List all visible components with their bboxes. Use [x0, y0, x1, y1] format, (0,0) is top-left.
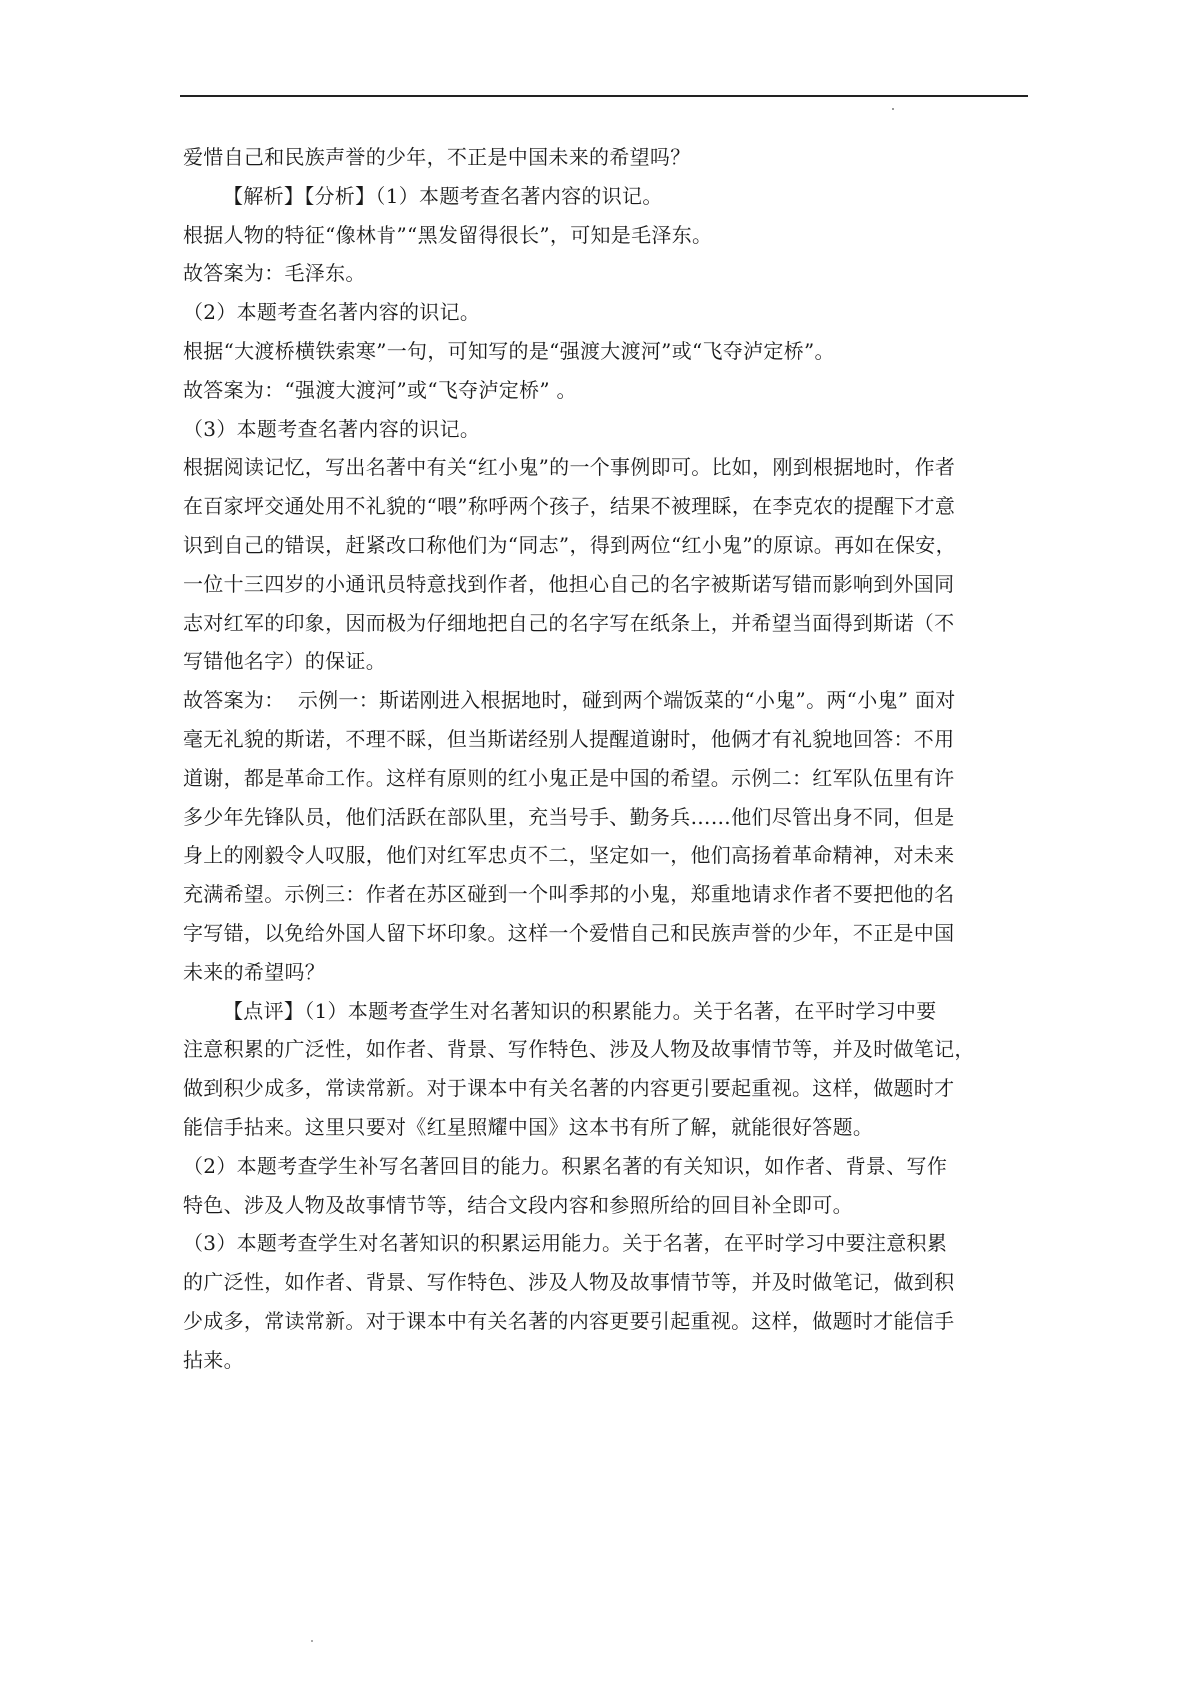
paragraph-analysis-3-answer	[183, 681, 1028, 991]
text-line: 故答案为： 示例一：斯诺刚进入根据地时，碰到两个端饭菜的“小鬼”。两“小鬼” 面对	[183, 688, 956, 713]
text-line: 的广泛性，如作者、背景、写作特色、涉及人物及故事情节等，并及时做笔记，做到积	[183, 1270, 955, 1295]
text-line: 【解析】【分析】（1）本题考查名著内容的识记。	[223, 183, 663, 208]
text-line: 多少年先锋队员，他们活跃在部队里，充当号手、勤务兵……他们尽管出身不同，但是	[183, 804, 955, 829]
paragraph-analysis-1-answer	[183, 254, 1028, 293]
header-rule	[180, 95, 1028, 97]
text-line: （3）本题考查名著内容的识记。	[183, 416, 481, 441]
text-line: 道谢，都是革命工作。这样有原则的红小鬼正是中国的希望。示例二：红军队伍里有许	[183, 765, 955, 790]
paragraph-analysis-2-text	[183, 332, 1028, 371]
header-dot	[892, 108, 894, 110]
text-line: 故答案为：毛泽东。	[183, 261, 366, 286]
text-line: 特色、涉及人物及故事情节等，结合文段内容和参照所给的回目补全即可。	[183, 1192, 853, 1217]
text-line: 在百家坪交通处用不礼貌的“喂”称呼两个孩子，结果不被理睬，在李克农的提醒下才意	[183, 494, 956, 519]
paragraph-analysis-1-text	[183, 216, 1028, 255]
text-line: 【点评】（1）本题考查学生对名著知识的积累能力。关于名著，在平时学习中要	[223, 998, 937, 1023]
text-line: 写错他名字）的保证。	[183, 649, 386, 674]
text-line: 做到积少成多，常读常新。对于课本中有关名著的内容更引要起重视。这样，做题时才	[183, 1076, 955, 1101]
text-line: 一位十三四岁的小通讯员特意找到作者，他担心自己的名字被斯诺写错而影响到外国同	[183, 571, 955, 596]
paragraph-analysis-3-text	[183, 448, 1028, 681]
paragraph-comment-3	[183, 1224, 1028, 1379]
text-line: 毫无礼貌的斯诺，不理不睬，但当斯诺经别人提醒道谢时，他俩才有礼貌地回答：不用	[183, 726, 955, 751]
text-line: 充满希望。示例三：作者在苏区碰到一个叫季邦的小鬼，郑重地请求作者不要把他的名	[183, 882, 955, 907]
text-line: 能信手拈来。这里只要对《红星照耀中国》这本书有所了解，就能很好答题。	[183, 1114, 874, 1139]
text-line: （2）本题考查学生补写名著回目的能力。积累名著的有关知识，如作者、背景、写作	[183, 1153, 948, 1178]
text-line: 根据人物的特征“像林肯”“黑发留得很长”，可知是毛泽东。	[183, 222, 713, 247]
text-line: 身上的刚毅令人叹服，他们对红军忠贞不二，坚定如一，他们高扬着革命精神，对未来	[183, 843, 955, 868]
text-line: 根据阅读记忆，写出名著中有关“红小鬼”的一个事例即可。比如，刚到根据地时，作者	[183, 455, 956, 480]
text-line: 爱惜自己和民族声誉的少年，不正是中国未来的希望吗？	[183, 145, 691, 169]
paragraph-comment-1	[183, 992, 1028, 1147]
text-line: 故答案为：“强渡大渡河”或“飞夺泸定桥” 。	[183, 377, 577, 402]
paragraph-analysis-2-answer	[183, 371, 1028, 410]
document-body	[183, 138, 1028, 1380]
paragraph-analysis-3-heading	[183, 410, 1028, 449]
paragraph-comment-2	[183, 1147, 1028, 1225]
text-line: 字写错，以免给外国人留下坏印象。这样一个爱惜自己和民族声誉的少年，不正是中国	[183, 920, 955, 945]
text-line: 注意积累的广泛性，如作者、背景、写作特色、涉及人物及故事情节等，并及时做笔记，	[183, 1037, 975, 1062]
text-line: 识到自己的错误，赶紧改口称他们为“同志”，得到两位“红小鬼”的原谅。再如在保安，	[183, 532, 956, 557]
paragraph-analysis-2-heading	[183, 293, 1028, 332]
text-line: 未来的希望吗？	[183, 959, 326, 984]
text-line: （3）本题考查学生对名著知识的积累运用能力。关于名著，在平时学习中要注意积累	[183, 1231, 948, 1256]
text-line: 志对红军的印象，因而极为仔细地把自己的名字写在纸条上，并希望当面得到斯诺（不	[183, 610, 955, 635]
paragraph-analysis-heading	[183, 177, 1028, 216]
paragraph-continuation	[183, 138, 1028, 177]
text-line: 拈来。	[183, 1347, 244, 1372]
text-line: 根据“大渡桥横铁索寒”一句，可知写的是“强渡大渡河”或“飞夺泸定桥”。	[183, 338, 835, 363]
text-line: 少成多，常读常新。对于课本中有关名著的内容更要引起重视。这样，做题时才能信手	[183, 1308, 955, 1333]
footer-dot	[311, 1640, 313, 1642]
text-line: （2）本题考查名著内容的识记。	[183, 300, 481, 325]
